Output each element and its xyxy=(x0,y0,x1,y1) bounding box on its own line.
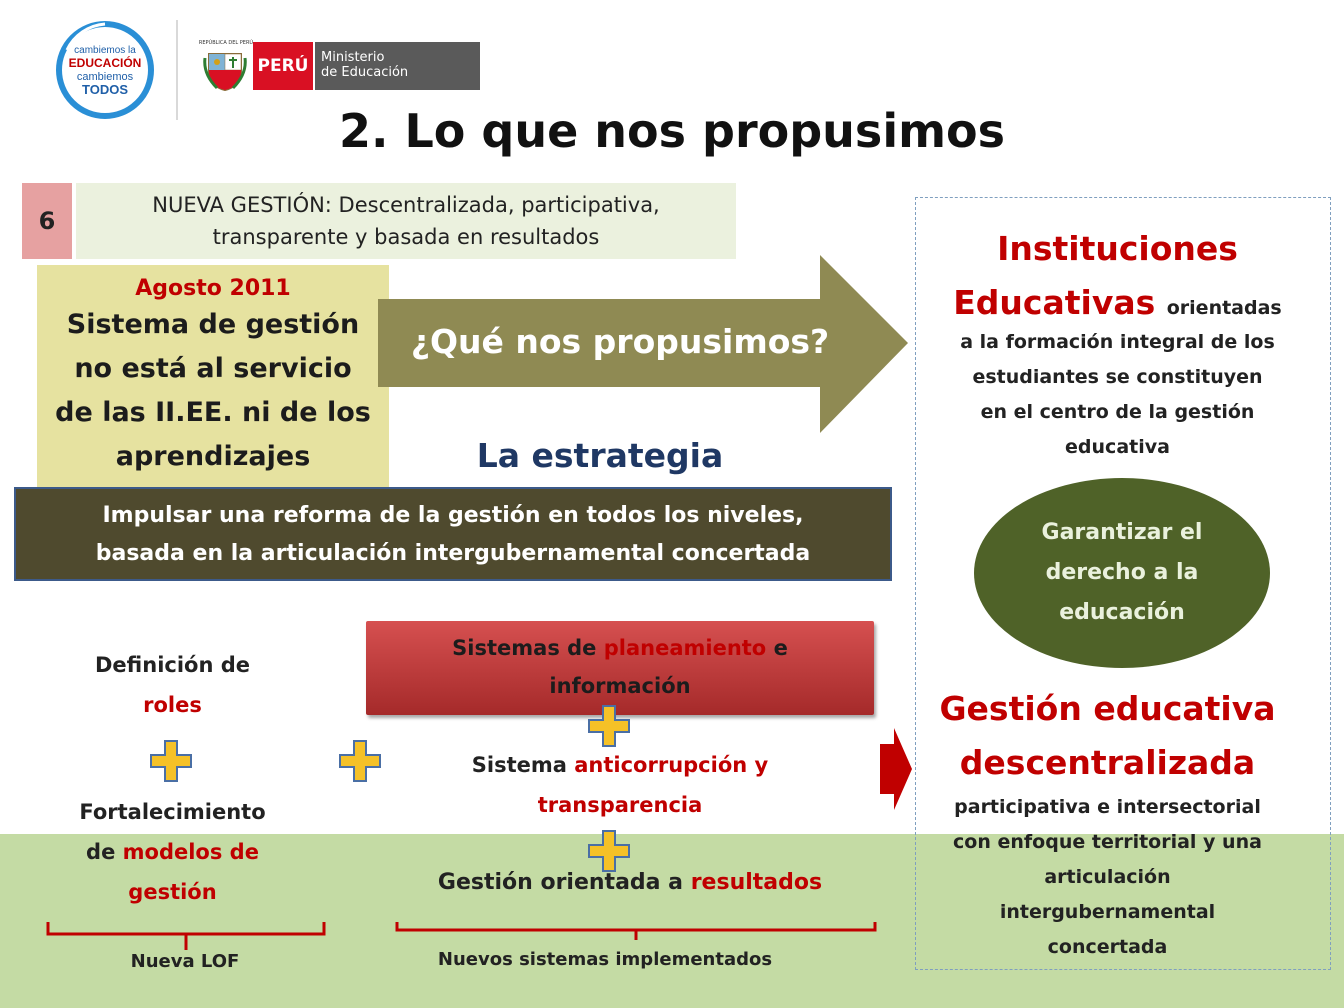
planning-prefix: Sistemas de xyxy=(452,636,597,660)
institutions-title-1: Instituciones xyxy=(997,229,1238,268)
logo-text-1: cambiemos la xyxy=(74,45,136,56)
institutions-line-4: educativa xyxy=(1065,436,1170,458)
section-header-line-2: transparente y basada en resultados xyxy=(212,225,600,249)
anticorr-prefix: Sistema xyxy=(471,753,567,777)
reform-box xyxy=(14,487,892,581)
right-bracket xyxy=(395,920,877,942)
logo-text-3: cambiemos xyxy=(76,71,134,83)
new-systems-label: Nuevos sistemas implementados xyxy=(437,949,773,970)
right-to-education-ellipse xyxy=(974,478,1270,668)
institutions-title xyxy=(920,222,1315,335)
plus-icon xyxy=(339,740,381,782)
reform-line-2: basada en la articulación intergubernamental concertada xyxy=(95,541,811,566)
gestion-line-4: intergubernamental xyxy=(999,901,1216,923)
fortalec-highlight-1: modelos de xyxy=(122,840,259,864)
planning-line-2: información xyxy=(549,674,691,698)
ministry-line-2: de Educación xyxy=(321,65,409,80)
anticorruption-system xyxy=(410,745,830,825)
roles-definition xyxy=(40,645,305,725)
institutions-line-2: estudiantes se constituyen xyxy=(972,366,1263,388)
ministry-label xyxy=(315,42,480,90)
arrow-label: ¿Qué nos propusimos? xyxy=(410,322,830,361)
results-management xyxy=(395,870,865,895)
gestion-line-5: concertada xyxy=(1047,936,1168,958)
coat-of-arms-icon xyxy=(203,44,247,92)
diagnosis-line-3: de las II.EE. ni de los xyxy=(55,397,371,428)
peru-label: PERÚ xyxy=(253,42,313,90)
gestion-line-2: con enfoque territorial y una xyxy=(953,831,1262,853)
gestion-description xyxy=(915,790,1300,965)
plus-icon xyxy=(588,705,630,747)
gestion-line-3: articulación xyxy=(1044,866,1171,888)
roles-line-1: Definición de xyxy=(95,653,250,677)
anticorr-highlight-1: anticorrupción y xyxy=(574,753,769,777)
planning-highlight: planeamiento xyxy=(603,636,767,660)
diagnosis-date: Agosto 2011 xyxy=(135,276,291,301)
diagnosis-box xyxy=(37,265,389,491)
planning-systems-box xyxy=(366,621,874,715)
gestion-title xyxy=(915,682,1300,790)
institutions-lead: orientadas xyxy=(1166,297,1282,319)
institutions-line-3: en el centro de la gestión xyxy=(980,401,1255,423)
diagnosis-line-4: aprendizajes xyxy=(115,441,311,472)
results-highlight: resultados xyxy=(690,870,823,895)
page-title: 2. Lo que nos propusimos xyxy=(338,104,1005,158)
ministry-line-1: Ministerio xyxy=(321,50,385,65)
left-bracket xyxy=(46,920,326,952)
fortalec-prefix: de xyxy=(86,840,116,864)
new-lof-label: Nueva LOF xyxy=(130,951,240,972)
logo-text-2: EDUCACIÓN xyxy=(68,56,142,70)
results-prefix: Gestión orientada a xyxy=(437,870,684,895)
logo-text-4: TODOS xyxy=(82,82,128,97)
roles-highlight: roles xyxy=(143,693,202,717)
fortalec-line-1: Fortalecimiento xyxy=(79,800,266,824)
ellipse-line-3: educación xyxy=(1059,600,1185,625)
institutions-line-1: a la formación integral de los xyxy=(960,331,1275,353)
ellipse-line-2: derecho a la xyxy=(1045,560,1199,585)
strategy-label: La estrategia xyxy=(476,436,724,475)
fortalec-highlight-2: gestión xyxy=(128,880,217,904)
gestion-title-2: descentralizada xyxy=(959,743,1256,782)
ellipse-line-1: Garantizar el xyxy=(1041,520,1203,545)
red-arrow-icon xyxy=(880,728,912,810)
institutions-description xyxy=(925,325,1310,465)
shield-caption: REPÚBLICA DEL PERÚ xyxy=(198,40,254,46)
planning-suffix: e xyxy=(773,636,788,660)
plus-icon xyxy=(150,740,192,782)
institutions-title-2: Educativas xyxy=(953,283,1156,322)
section-header xyxy=(76,183,736,259)
gestion-line-1: participativa e intersectorial xyxy=(954,796,1261,818)
reform-line-1: Impulsar una reforma de la gestión en todos los niveles, xyxy=(102,503,804,528)
section-header-line-1: NUEVA GESTIÓN: Descentralizada, participativa, xyxy=(152,193,660,217)
section-number: 6 xyxy=(22,183,72,259)
gestion-title-1: Gestión educativa xyxy=(939,689,1276,728)
diagnosis-line-2: no está al servicio xyxy=(74,353,352,384)
plus-icon xyxy=(588,830,630,872)
diagnosis-line-1: Sistema de gestión xyxy=(66,309,360,340)
anticorr-highlight-2: transparencia xyxy=(537,793,703,817)
models-strengthening xyxy=(40,792,305,912)
